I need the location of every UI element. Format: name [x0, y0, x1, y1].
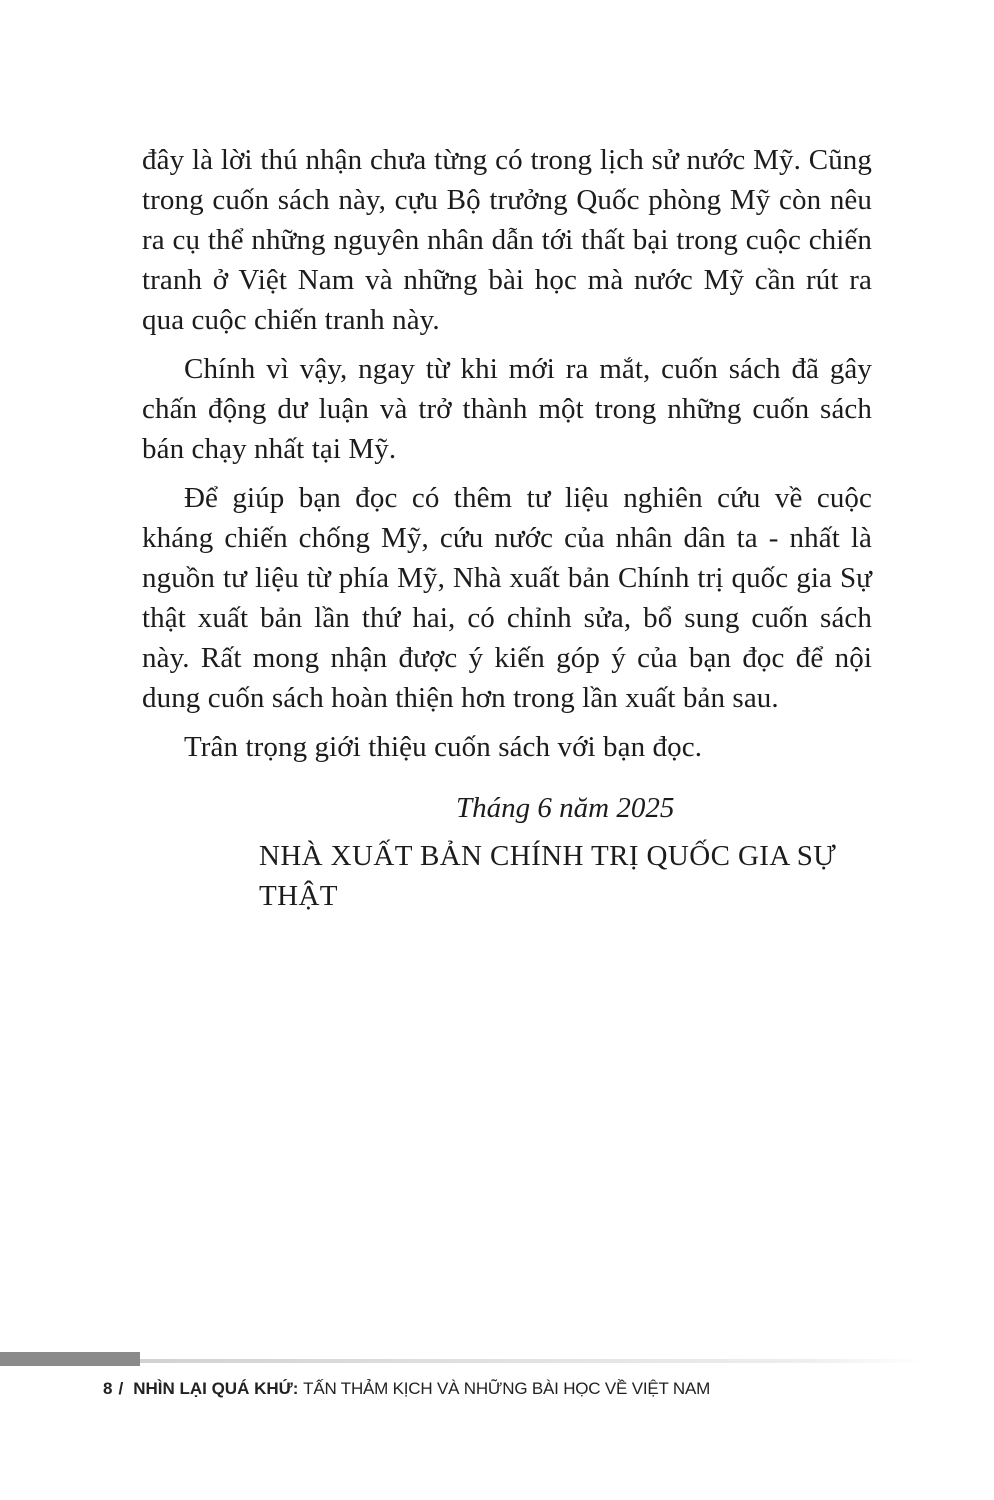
running-footer — [103, 1378, 710, 1400]
footer-bar-accent — [0, 1352, 140, 1366]
paragraph: Chính vì vậy, ngay từ khi mới ra mắt, cuốn sách đã gây chấn động dư luận và trở thành một trong những cuốn sách bán chạy nhất tại Mỹ. — [142, 353, 872, 465]
paragraph: Trân trọng giới thiệu cuốn sách với bạn đọc. — [184, 731, 703, 763]
book-title-main: NHÌN LẠI QUÁ KHỨ: — [133, 1379, 299, 1398]
book-title-subtitle: TẤN THẢM KỊCH VÀ NHỮNG BÀI HỌC VỀ VIỆT NAM — [303, 1379, 711, 1398]
signature-date: Tháng 6 năm 2025 — [456, 792, 675, 824]
signature-block — [142, 788, 872, 916]
page-number: 8 — [103, 1379, 113, 1398]
footer-rule — [140, 1359, 924, 1363]
main-text — [142, 140, 872, 776]
paragraph-continuation: đây là lời thú nhận chưa từng có trong lịch sử nước Mỹ. Cũng trong cuốn sách này, cựu Bộ trưởng Quốc phòng Mỹ còn nêu ra cụ thể những nguyên nhân dẫn tới thất bại trong cuộc chiến tranh ở Việt Nam và những bài học mà nước Mỹ cần rút ra qua cuộc chiến tranh này. — [142, 144, 872, 336]
signature-publisher: NHÀ XUẤT BẢN CHÍNH TRỊ QUỐC GIA SỰ THẬT — [259, 840, 837, 912]
footer-separator: / — [118, 1379, 124, 1398]
paragraph: Để giúp bạn đọc có thêm tư liệu nghiên cứu về cuộc kháng chiến chống Mỹ, cứu nước của nhân dân ta - nhất là nguồn tư liệu từ phía Mỹ, Nhà xuất bản Chính trị quốc gia Sự thật xuất bản lần thứ hai, có chỉnh sửa, bổ sung cuốn sách này. Rất mong nhận được ý kiến góp ý của bạn đọc để nội dung cuốn sách hoàn thiện hơn trong lần xuất bản sau. — [142, 482, 872, 714]
